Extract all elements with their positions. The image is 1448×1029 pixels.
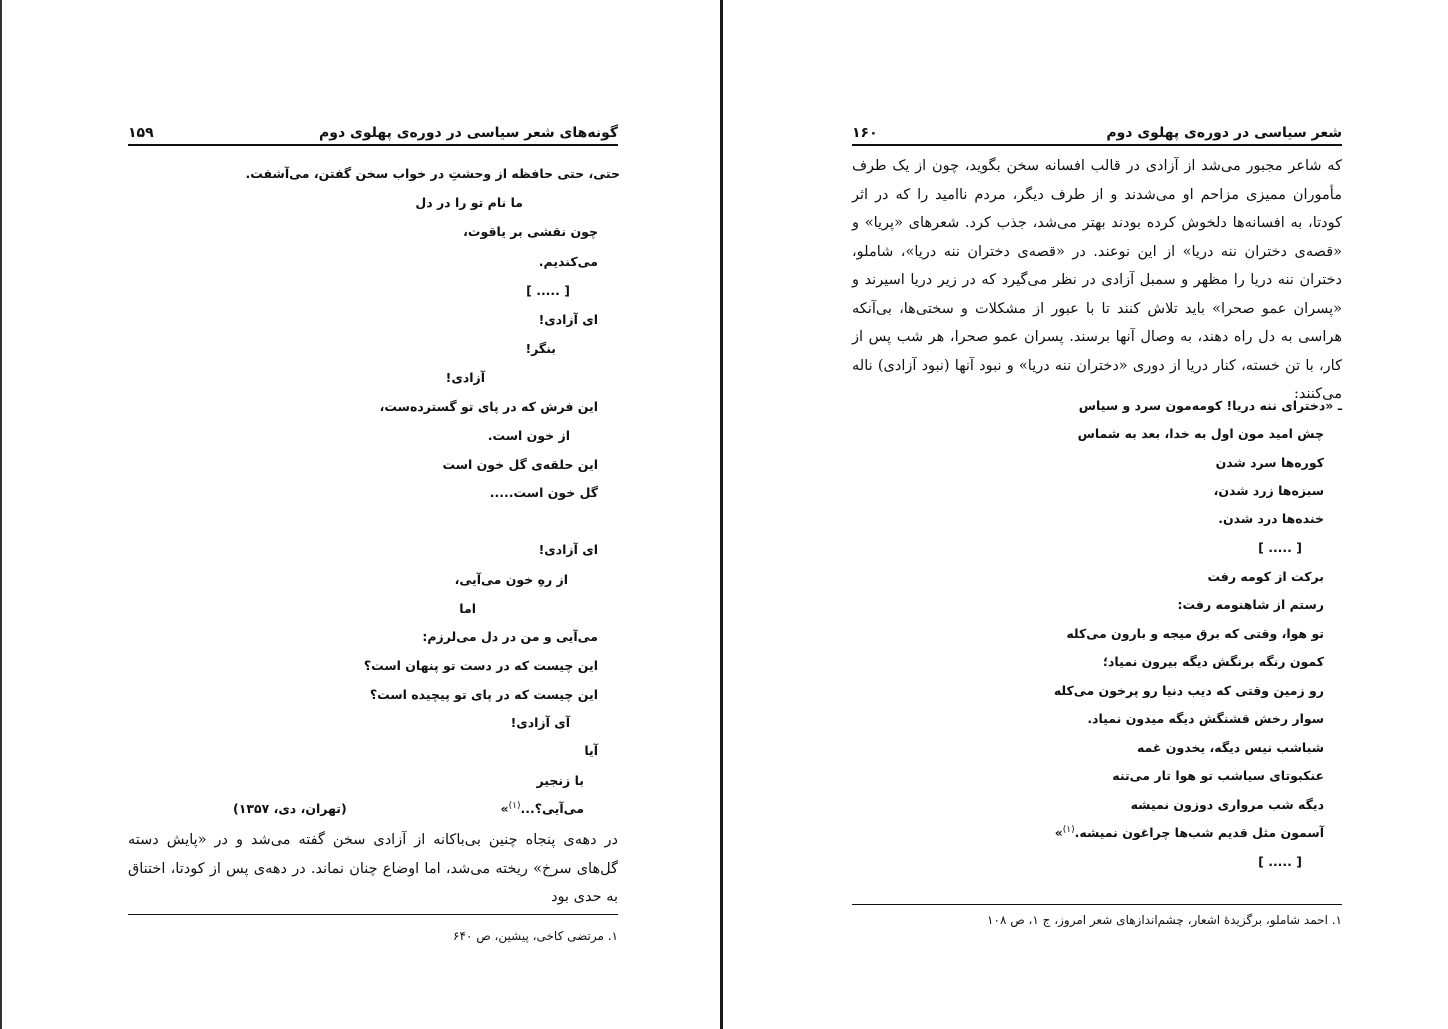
poem-line: گل خون است..... xyxy=(489,485,598,500)
footnote-rule xyxy=(852,904,1342,905)
poem-line: با زنجیر xyxy=(536,773,584,788)
paragraph: که شاعر مجبور می‌شد از آزادی در قالب افسانه سخن بگوید، چون از یک طرف مأموران ممیزی مزاحم او می‌شدند و از طرف دیگر، مردم ناامید را که در اثر کودتا، به افسانه‌ها دلخوش کرده بودند بهتر می‌شد، جذب کرد. شعرهای «پریا» و «قصه‌ی دختران ننه دریا» از این نوعند. در «قصه‌ی دختران ننه دریا»، شاملو، دختران ننه دریا را مظهر و سمبل آزادی در نظر می‌گیرد که در زیر دریا اسیرند و «پسران عمو صحرا» باید تلاش کنند تا با عبور از مشکلات و سختی‌ها، بی‌آنکه هراسی به دل راه دهند، به وصال آنها برسند. پسران عمو صحرا، هر شب پس از کار، با تن خسته، کنار دریا از دوری «دختران ننه دریا» و نبود آنها (نبود آزادی) ناله می‌کنند: xyxy=(852,158,1342,402)
poem-line: آی آزادی! xyxy=(510,715,570,730)
paragraph: در دهه‌ی پنجاه چنین بی‌باکانه از آزادی سخن گفته می‌شد و در «پایش دسته گل‌های سرخ» ریخته می‌شد، اما اوضاع چنان نماند. در دهه‌ی پس از کودتا، اختناق به حدی بود xyxy=(128,832,618,905)
poem-line: بنگر! xyxy=(525,341,556,356)
page-edge xyxy=(0,0,2,1029)
poem-line: اما xyxy=(459,601,476,616)
poem-line: این حلقه‌ی گل خون است xyxy=(442,457,598,472)
page-number: ۱۵۹ xyxy=(128,125,154,141)
footnote-marker: (۱) xyxy=(1062,825,1075,835)
poem-line: این فرش که در پای تو گسترده‌ست، xyxy=(379,399,598,414)
poem-line: [ ..... ] xyxy=(526,283,570,298)
book-spine xyxy=(720,0,723,1029)
poem-line-with-note xyxy=(1055,825,1324,840)
poem-line: عنکبوتای سیاشب تو هوا تار می‌تنه xyxy=(1112,768,1324,783)
poem-line: [ ..... ] xyxy=(1258,854,1302,869)
poem-line: سبزه‌ها زرد شدن، xyxy=(1213,483,1324,498)
right-page xyxy=(852,0,1342,1029)
right-page-header xyxy=(852,118,1342,146)
running-title: گونه‌های شعر سیاسی در دوره‌ی پهلوی دوم xyxy=(318,125,618,141)
poem-line: ما نام تو را در دل xyxy=(415,195,523,210)
left-page xyxy=(128,0,618,1029)
date-line: (تهران، دی، ۱۳۵۷) xyxy=(233,801,347,816)
footnote: ۱. مرتضی کاخی، پیشین، ص ۶۴۰ xyxy=(453,929,618,943)
footnote-rule xyxy=(128,914,618,915)
poem-line: رو زمین وقتی که دیب دنیا رو پرخون می‌کله xyxy=(1053,683,1324,698)
closing-quote: » xyxy=(1054,825,1063,841)
poem-line: کمون رنگه برنگش دیگه بیرون نمیاد؛ xyxy=(1102,654,1324,669)
poem-line: این چیست که در پای تو پیچیده است؟ xyxy=(369,687,598,702)
body-text xyxy=(852,152,1342,409)
closing-quote: » xyxy=(500,801,509,817)
poem-line: سوار رخش قشنگش دیگه میدون نمیاد. xyxy=(1087,711,1324,726)
poem-line: خنده‌ها درد شدن. xyxy=(1218,511,1324,526)
body-text xyxy=(128,826,618,912)
poem-line: می‌کندیم. xyxy=(538,254,598,269)
poem-line: آیا xyxy=(584,743,598,758)
poem-line: ای آزادی! xyxy=(538,542,598,557)
poem-line: چش امید مون اول به خدا، بعد به شماس xyxy=(1077,426,1324,441)
footnote: ۱. احمد شاملو، برگزیدهٔ اشعار، چشم‌اندازهای شعر امروز، ج ۱، ص ۱۰۸ xyxy=(987,913,1342,927)
poem-line: این چیست که در دست تو پنهان است؟ xyxy=(363,658,598,673)
footnote-marker: (۱) xyxy=(508,801,521,811)
poem-line: آزادی! xyxy=(445,370,485,385)
left-page-header xyxy=(128,118,618,146)
poem-line: چون نقشی بر یاقوت، xyxy=(463,224,598,239)
page-number: ۱۶۰ xyxy=(852,125,878,141)
poem-line: از رهِ خون می‌آیی، xyxy=(454,572,568,587)
poem-line: حتی، حتی حافظه از وحشتِ در خواب سخن گفتن، می‌آشفت. xyxy=(245,166,620,181)
poem-line: ـ «دخترای ننه دریا! کومه‌مون سرد و سیاس xyxy=(1078,398,1342,413)
running-title: شعر سیاسی در دوره‌ی پهلوی دوم xyxy=(1106,125,1342,141)
poem-line: شباشب نیس دیگه، یخدون غمه xyxy=(1136,740,1324,755)
poem-line: آسمون مثل قدیم شب‌ها چراغون نمیشه. xyxy=(1074,825,1324,841)
poem-line: رستم از شاهنومه رفت: xyxy=(1177,597,1324,612)
poem-line: [ ..... ] xyxy=(1258,540,1302,555)
poem-line: می‌آیی و من در دل می‌لرزم: xyxy=(422,629,598,644)
poem-line: ای آزادی! xyxy=(538,312,598,327)
poem-line-with-note xyxy=(501,801,584,816)
poem-line: برکت از کومه رفت xyxy=(1207,569,1324,584)
poem-line: دیگه شب مرواری دوزون نمیشه xyxy=(1130,797,1324,812)
poem-line: کوره‌ها سرد شدن xyxy=(1215,455,1324,470)
poem-line: از خون است. xyxy=(487,428,570,443)
poem-line: تو هوا، وقتی که برق میجه و بارون می‌کله xyxy=(1066,626,1324,641)
poem-line: می‌آیی؟... xyxy=(520,801,584,817)
